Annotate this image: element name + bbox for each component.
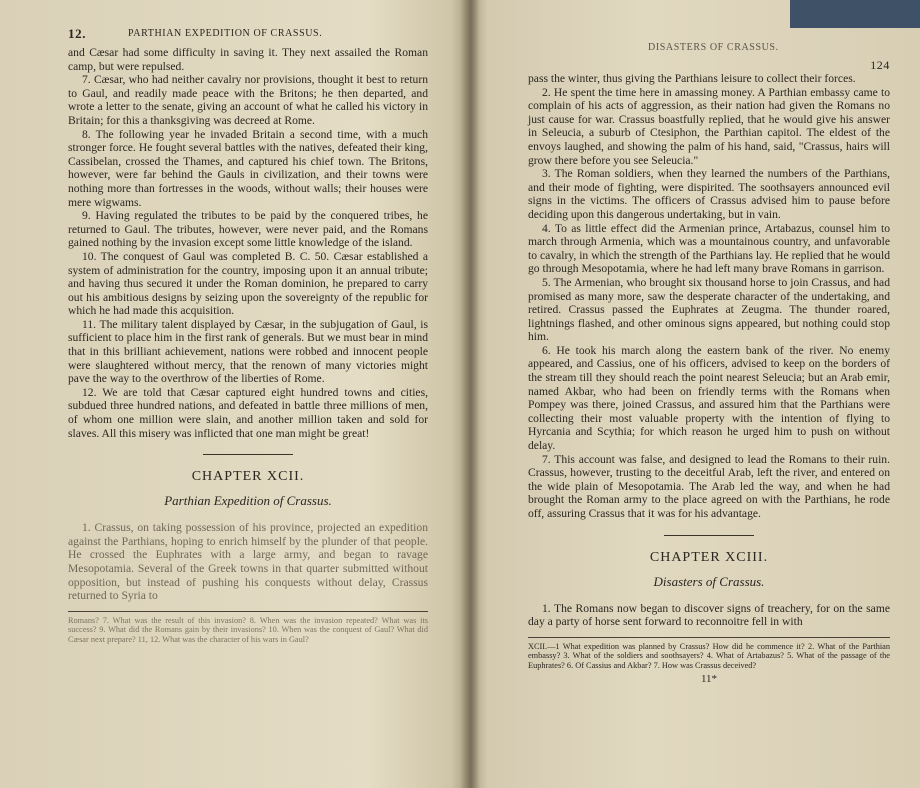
section-divider xyxy=(664,535,754,536)
paragraph: 7. Cæsar, who had neither cavalry nor provisions, thought it best to return to Gaul, and readily made peace with the Britons; he then departed, and wrote a letter to the senate, giving an account of what he called his victory in Britain; for this a thanksgiving was decreed at Rome. xyxy=(68,73,428,127)
paragraph: 4. To as little effect did the Armenian prince, Artabazus, counsel him to march through Armenia, which was a mountainous country, and unfavorable to cavalry, in which the strength of the Parthians lay. He replied that he would go through Mesopotamia, where he had left many brave Romans in garrison. xyxy=(528,221,890,276)
paragraph: 3. The Roman soldiers, when they learned the numbers of the Parthians, and their mode of fighting, were dispirited. The soothsayers announced evil signs in the victims. The officers of Crassus advised him to pause before deciding upon this dangerous undertaking, but in vain. xyxy=(528,167,890,221)
right-body-text xyxy=(528,72,890,521)
paragraph: 6. He took his march along the eastern bank of the river. No enemy appeared, and Cassius, one of his officers, advised to keep on the borders of the stream till they should reach the point nearest Seleucia; but an Arab emir, named Akbar, who had been on friendly terms with the Romans when Pompey was there, joined Crassus, and assured him that the Parthians were collecting their most valuable property with the intention of flying to Hyrcania and Scythia; for which reason he urged him to push on without delay. xyxy=(528,343,890,453)
signature-mark: 11* xyxy=(700,672,718,685)
paragraph: 1. The Romans now began to discover signs of treachery, for on the same day a party of horse sent forward to reconnoitre fell in with xyxy=(528,601,890,629)
chapter-heading: CHAPTER XCIII. xyxy=(649,549,769,565)
paragraph: 12. We are told that Cæsar captured eight hundred towns and cities, subdued three hundred nations, and defeated in battle three millions of men, of whom one million were slain, and another million taken and sold for slaves. All this misery was inflicted that one man might be great! xyxy=(68,385,428,440)
footnote: XCII.—1 What expedition was planned by Crassus? How did he commence it? 2. What of the Parthian embassy? 3. What of the soldiers and soothsayers? 4. What of Artabazus? 5. What of the passage of the Euphrates? 6. Of Cassius and Akbar? 7. How was Crassus deceived? xyxy=(528,641,890,670)
footnote-divider xyxy=(528,637,890,638)
right-page-number: 124 xyxy=(870,58,890,72)
footnote: Romans? 7. What was the result of this invasion? 8. When was the invasion repeated? What was its success? 9. What did the Romans gain by their invasions? 10. When was the conquest of Gaul? What did Cæsar next prepare? 11, 12. What was the character of his wars in Gaul? xyxy=(68,615,428,644)
paragraph: pass the winter, thus giving the Parthians leisure to collect their forces. xyxy=(528,72,856,85)
paragraph: 5. The Armenian, who brought six thousand horse to join Crassus, and had promised as many more, saw the desperate character of the undertaking, and retired. Crassus passed the Euphrates at Zeugma. The thunder roared, lightnings flashed, and other ominous signs appeared, but nothing could stop him. xyxy=(528,275,890,344)
left-running-head xyxy=(68,26,428,44)
right-running-head xyxy=(528,40,890,72)
chapter-body xyxy=(68,521,428,603)
paragraph: 9. Having regulated the tributes to be paid by the conquered tribes, he returned to Gaul. The tributes, however, were never paid, and the Romans gained nothing by the invasion except some little knowledge of the island. xyxy=(68,209,428,250)
left-running-title: PARTHIAN EXPEDITION OF CRASSUS. xyxy=(128,28,323,39)
right-running-title: DISASTERS OF CRASSUS. xyxy=(648,42,779,53)
chapter-heading: CHAPTER XCII. xyxy=(191,469,305,485)
section-divider xyxy=(203,454,293,455)
right-page xyxy=(470,0,920,788)
paragraph: and Cæsar had some difficulty in saving it. They next assailed the Roman camp, but were repulsed. xyxy=(68,46,428,73)
paragraph: 11. The military talent displayed by Cæsar, in the subjugation of Gaul, is sufficient to place him in the first rank of generals. But we must bear in mind that in this brilliant achievement, nations were robbed and innocent people were slaughtered without mercy, that the renown of many victories might pave the way to the overthrow of the liberties of Rome. xyxy=(68,317,428,386)
chapter-subtitle: Disasters of Crassus. xyxy=(653,573,765,589)
paragraph: 7. This account was false, and designed to lead the Romans to their ruin. Crassus, however, trusting to the deceitful Arab, left the river, and entered on the wide plain of Mesopotamia. The Arab led the way, and when he had brought the Roman army to the place agreed on with the Parthians, he rode off, assuring Crassus that it was for his advantage. xyxy=(528,452,890,520)
paragraph: 1. Crassus, on taking possession of his province, projected an expedition against the Parthians, hoping to enrich himself by the plunder of that people. He crossed the Euphrates with a large army, and began to ravage Mesopotamia. Several of the Greek towns in that quarter submitted without opposition, but instead of pushing his conquests without delay, Crassus returned to Syria to xyxy=(68,521,428,603)
left-page-number: 12. xyxy=(68,26,87,41)
paragraph: 10. The conquest of Gaul was completed B. C. 50. Cæsar established a system of administration for the country, imposing upon it an annual tribute; and having thus secured it under the Roman dominion, he prepared to carry out his ambitious designs by seizing upon the sovereignty of the republic for which he had made this acquisition. xyxy=(68,249,428,318)
chapter-subtitle: Parthian Expedition of Crassus. xyxy=(164,493,332,509)
paragraph: 8. The following year he invaded Britain a second time, with a much stronger force. He fought several battles with the natives, defeated their king, Cassibelan, crossed the Thames, and captured his chief town. The Britons, however, were far behind the Gauls in civilization, and their towns were nothing more than fortresses in the woods, without walls; their houses were mere wigwams. xyxy=(68,127,428,209)
left-body-text xyxy=(68,46,428,440)
chapter-body xyxy=(528,602,890,629)
paragraph: 2. He spent the time here in amassing money. A Parthian embassy came to complain of his acts of aggression, as their nation had given the Romans no just cause for war. Crassus boastfully replied, that he would give his answer in Seleucia, a suburb of Ctesiphon, the Parthian capitol. The eldest of the envoys laughed, and showing the palm of his hand, said, "Crassus, hairs will grow there before you see Seleucia." xyxy=(528,85,890,167)
footnote-divider xyxy=(68,611,428,612)
